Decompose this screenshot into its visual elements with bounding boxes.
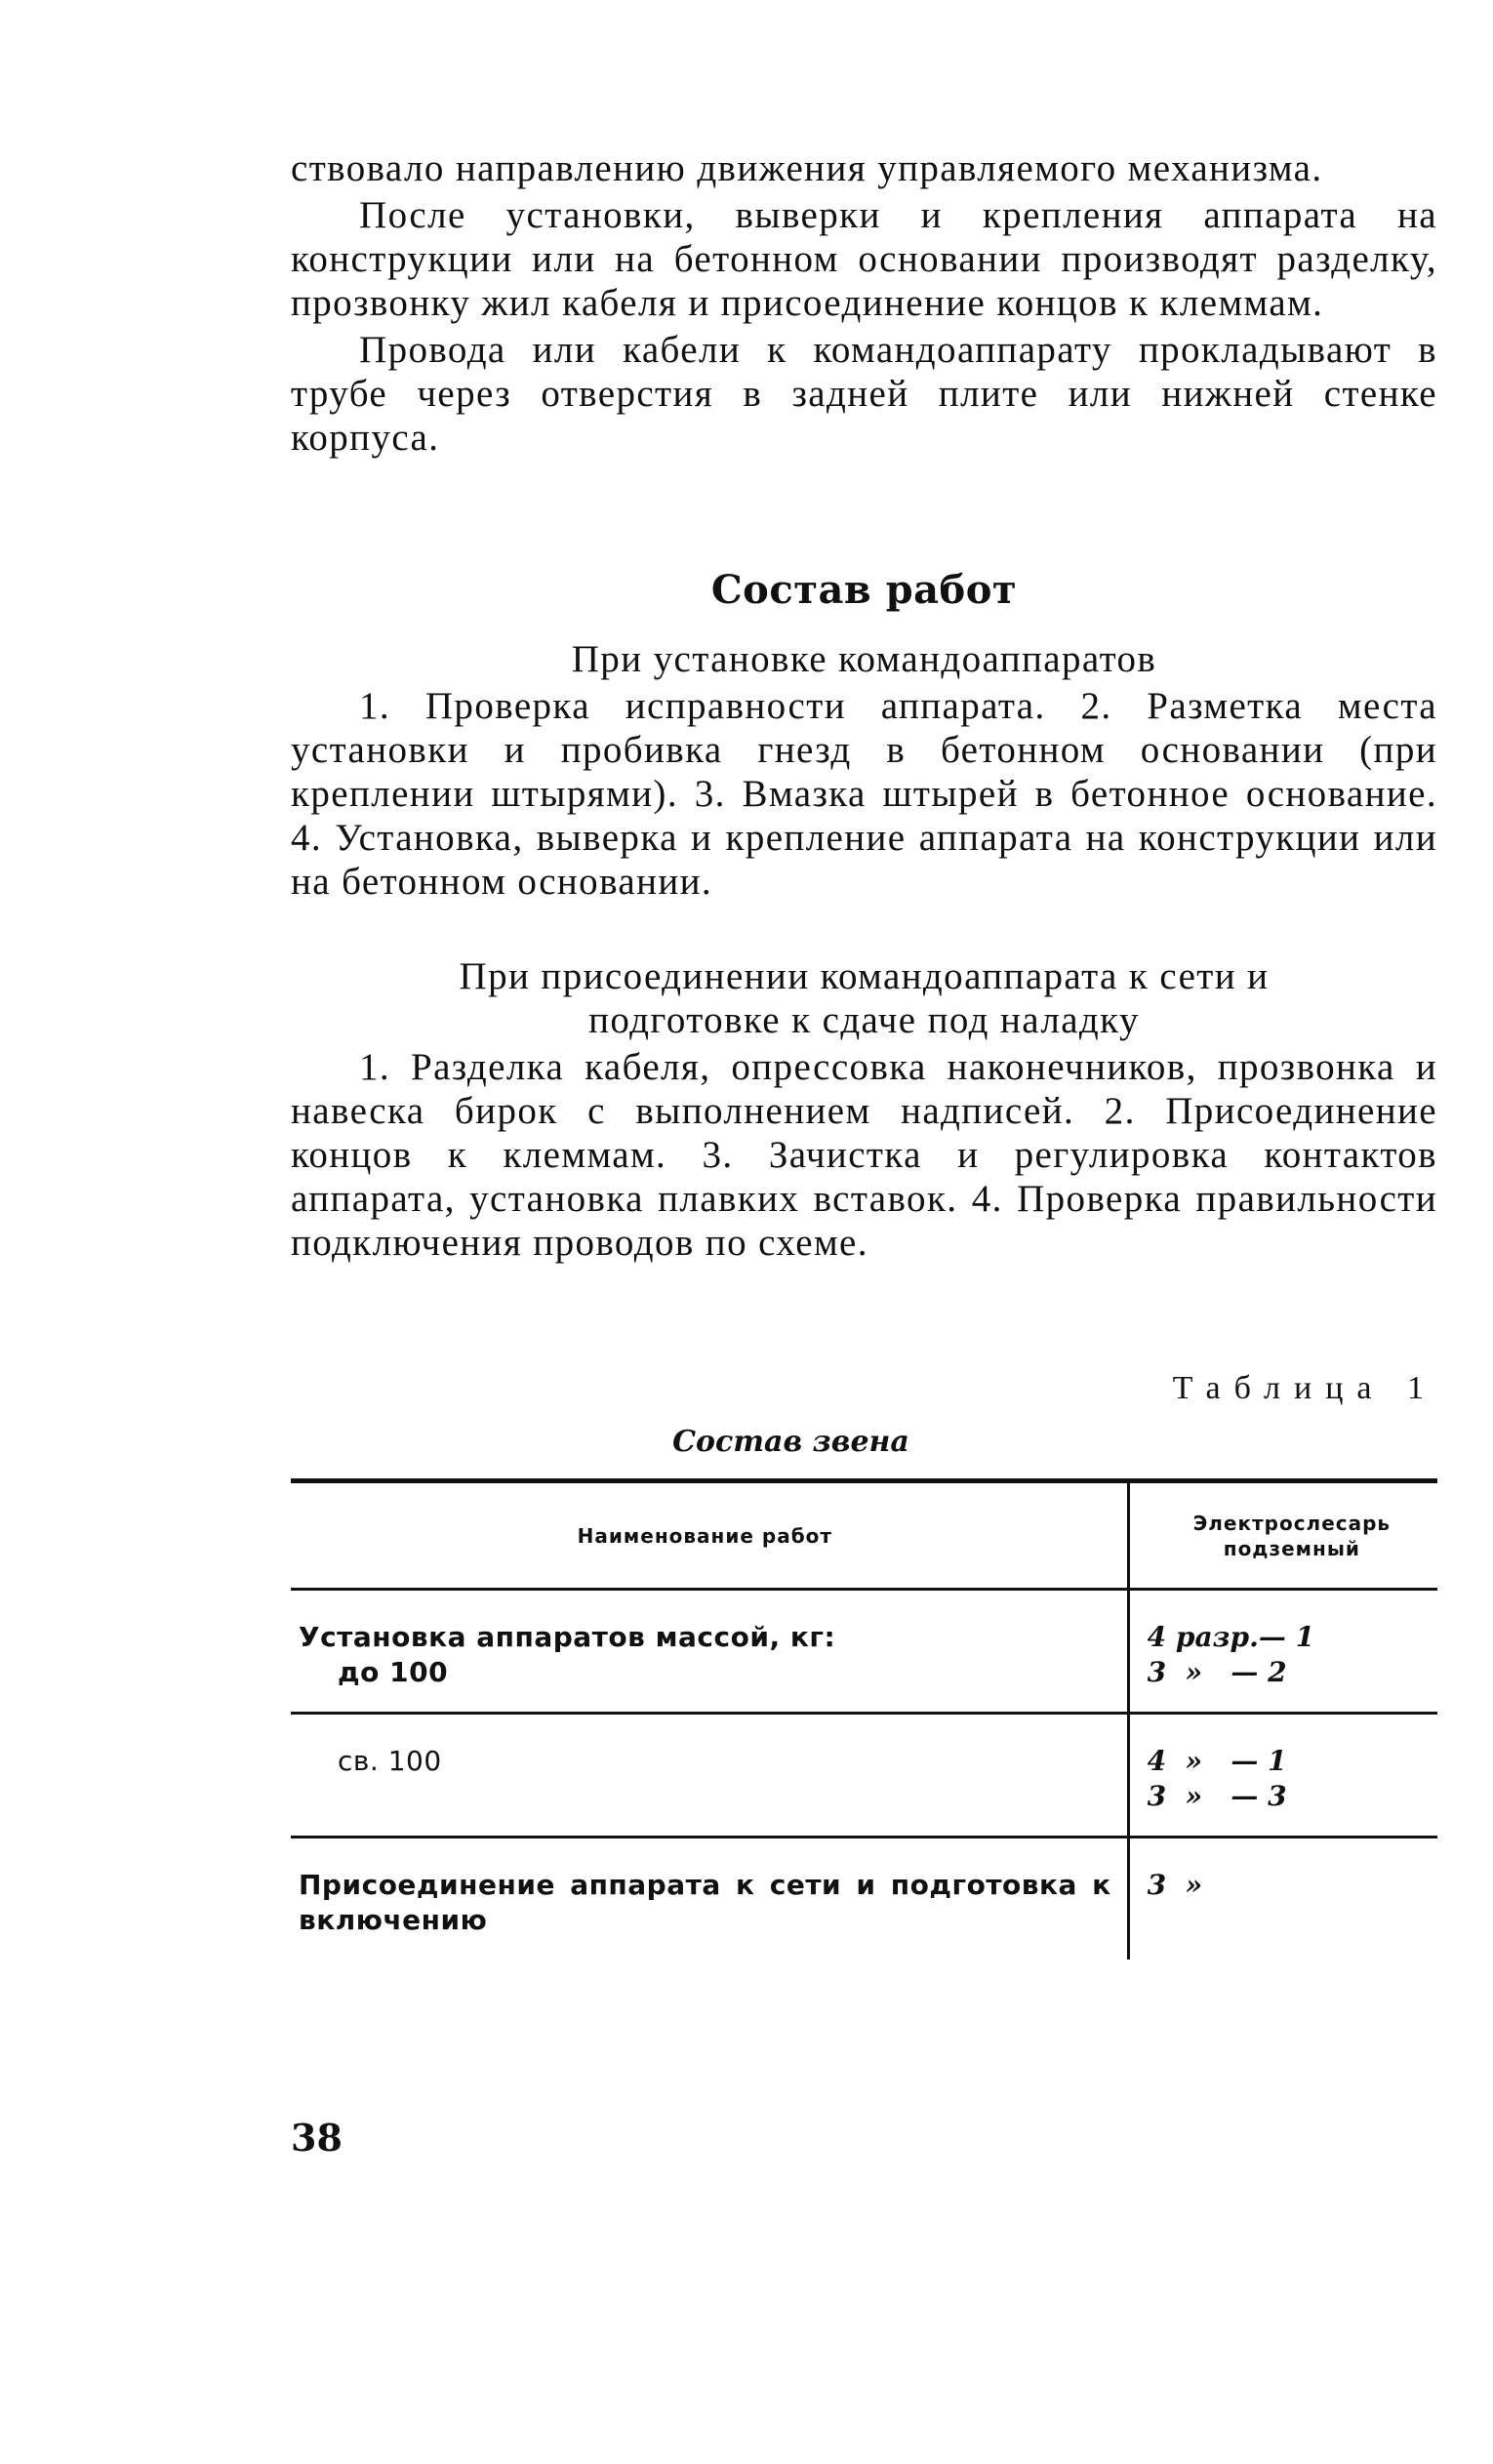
table-cell-work: [291, 1838, 1128, 1960]
document-page: [291, 146, 1437, 1959]
work-subitem: св. 100: [338, 1745, 442, 1777]
page-number: 38: [291, 2116, 343, 2160]
table-row: [291, 1590, 1437, 1714]
work-name: Присоединение аппарата к сети и подготовка к включению: [299, 1869, 1111, 1936]
table-cell-work: [291, 1714, 1128, 1838]
table-caption: Состав звена: [672, 1425, 909, 1459]
work-subitem: до 100: [338, 1656, 449, 1688]
table-row: [291, 1838, 1437, 1960]
value-line: 4 » — 1: [1147, 1745, 1287, 1777]
header-work: Наименование работ: [291, 1481, 1128, 1590]
table-cell-work: [291, 1590, 1128, 1714]
value-line: 3 » — 3: [1147, 1780, 1287, 1812]
table-label: Таблица 1: [1172, 1370, 1437, 1406]
value-line: 4 разр.— 1: [1147, 1621, 1315, 1653]
table-cell-value: [1128, 1714, 1437, 1838]
paragraph-wiring: Провода или кабели к командоаппарату прокладывают в трубе через отверстия в задней плите или нижней стенке корпуса.: [291, 329, 1437, 459]
table-cell-value: [1128, 1590, 1437, 1714]
value-line: 3 » — 2: [1147, 1656, 1287, 1688]
table-cell-value: [1128, 1838, 1437, 1960]
paragraph-cable-handling: После установки, выверки и крепления аппарата на конструкции или на бетонном основании производят разделку, прозвонку жил кабеля и присоединение концов к клеммам.: [291, 194, 1437, 324]
work-name: Установка аппаратов массой, кг:: [299, 1621, 836, 1653]
table-header-row: [291, 1481, 1437, 1590]
subsection-title-connection: При присоединении командоаппарата к сети и подготовке к сдаче под наладку: [459, 955, 1270, 1041]
subsection-title-installation: При установке командоаппаратов: [571, 638, 1157, 680]
section-title: Состав работ: [710, 567, 1018, 613]
subsection-text-installation: 1. Проверка исправности аппарата. 2. Разметка места установки и пробивка гнезд в бетонном основании (при креплении штырями). 3. Вмазка штырей в бетонное основание. 4. Установка, выверка и крепление аппарата на конструкции или на бетонном основании.: [291, 685, 1437, 903]
subsection-text-connection: 1. Разделка кабеля, опрессовка наконечников, прозвонка и навеска бирок с выполнением надписей. 2. Присоединение концов к клеммам. 3. Зачистка и регулировка контактов аппарата, установка плавких вставок. 4. Проверка правильности подключения проводов по схеме.: [291, 1046, 1437, 1264]
header-worker: Электрослесарь подземный: [1128, 1481, 1437, 1590]
crew-table: [291, 1478, 1437, 1959]
paragraph-continuation: ствовало направлению движения управляемого механизма.: [291, 147, 1323, 189]
table-row: [291, 1714, 1437, 1838]
value-line: 3 »: [1147, 1869, 1203, 1901]
